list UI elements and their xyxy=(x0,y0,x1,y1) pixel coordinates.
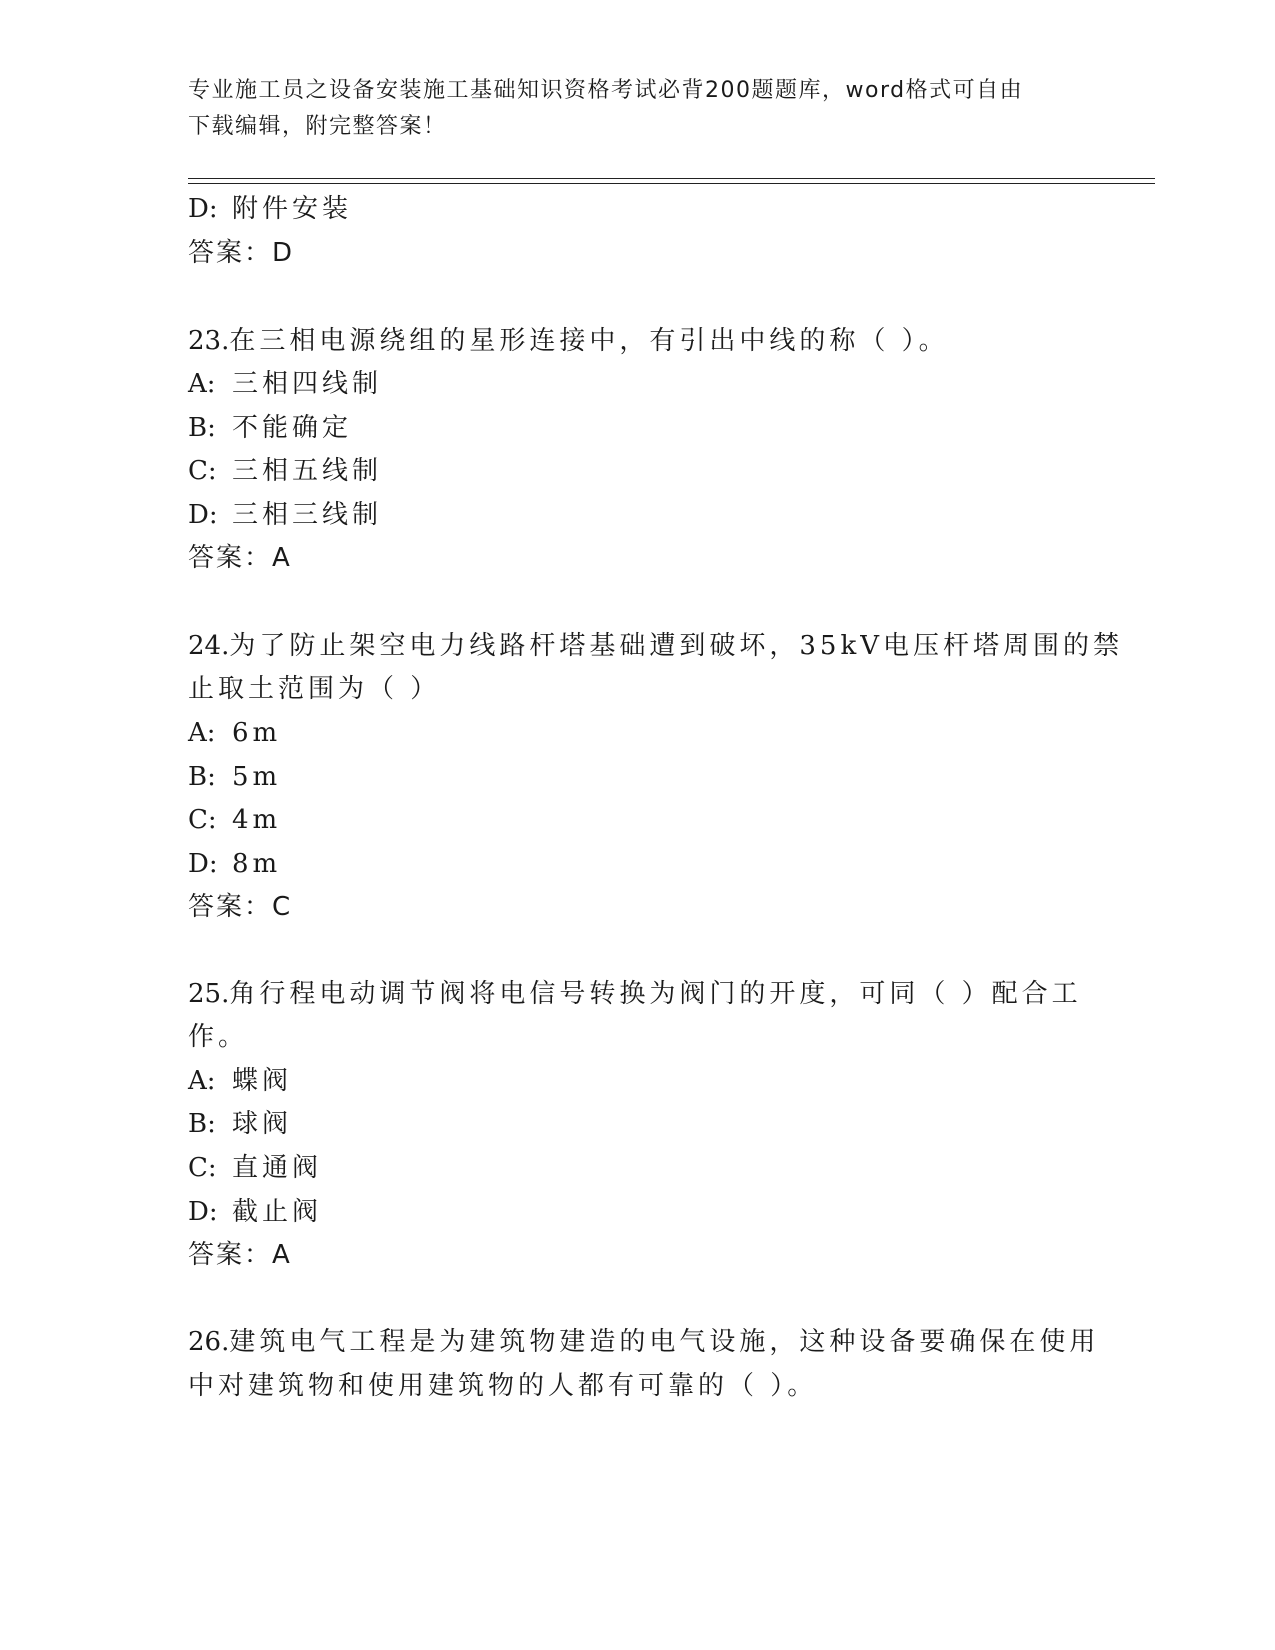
option-text: 蝶阀 xyxy=(232,1066,293,1096)
question-25-answer: 答案：A xyxy=(188,1240,292,1270)
option-letter: B: xyxy=(188,1109,216,1139)
question-26-stem-line-1 xyxy=(188,1325,1099,1359)
question-24-stem-line-2: 止取土范围为（ ） xyxy=(188,674,441,704)
option-text: 球阀 xyxy=(232,1109,293,1139)
header-title-line-2: 下载编辑，附完整答案！ xyxy=(188,114,447,139)
option-letter: D: xyxy=(188,1197,218,1227)
option-letter: C: xyxy=(188,1153,217,1183)
option-letter: B: xyxy=(188,413,216,443)
question-24-option-c xyxy=(188,803,281,837)
option-text: 三相四线制 xyxy=(232,369,383,399)
option-text: 6m xyxy=(232,718,282,748)
question-stem-text: 在三相电源绕组的星形连接中，有引出中线的称（ ）。 xyxy=(229,326,949,356)
question-24-option-d xyxy=(188,847,281,881)
question-26-stem-line-2: 中对建筑物和使用建筑物的人都有可靠的（ ）。 xyxy=(188,1371,818,1401)
question-24-answer: 答案：C xyxy=(188,892,293,922)
option-text: 三相三线制 xyxy=(232,500,383,530)
option-text: 4m xyxy=(232,805,282,835)
prev-question-answer: 答案：D xyxy=(188,238,295,268)
option-text: 三相五线制 xyxy=(232,456,383,486)
question-25-option-d xyxy=(188,1195,322,1229)
question-24-option-b xyxy=(188,760,281,794)
question-23-option-a xyxy=(188,367,382,401)
question-number: 25. xyxy=(188,979,230,1009)
option-letter: D: xyxy=(188,194,218,224)
header-divider-bottom xyxy=(188,183,1155,184)
question-25-option-c xyxy=(188,1151,322,1185)
question-stem-text: 为了防止架空电力线路杆塔基础遭到破坏，35kV电压杆塔周围的禁 xyxy=(229,631,1123,661)
question-24-stem-line-1 xyxy=(188,629,1123,663)
header-divider-top xyxy=(188,178,1155,179)
question-number: 23. xyxy=(188,326,230,356)
option-text: 5m xyxy=(232,762,282,792)
option-text: 8m xyxy=(232,849,282,879)
option-text: 附件安装 xyxy=(232,194,353,224)
question-23-option-b xyxy=(188,411,352,445)
header-title-line-1: 专业施工员之设备安装施工基础知识资格考试必背200题题库，word格式可自由 xyxy=(188,78,1024,103)
option-letter: A: xyxy=(188,1066,216,1096)
option-letter: C: xyxy=(188,805,217,835)
question-25-option-a xyxy=(188,1064,292,1098)
option-text: 直通阀 xyxy=(232,1153,323,1183)
question-25-stem-line-2: 作。 xyxy=(188,1022,249,1052)
question-23-answer: 答案：A xyxy=(188,543,292,573)
option-letter: D: xyxy=(188,500,218,530)
option-letter: A: xyxy=(188,718,216,748)
document-header xyxy=(188,73,1068,145)
option-letter: C: xyxy=(188,456,217,486)
question-23-option-c xyxy=(188,454,382,488)
question-number: 26. xyxy=(188,1327,230,1357)
question-25-option-b xyxy=(188,1107,292,1141)
option-text: 截止阀 xyxy=(232,1197,323,1227)
question-25-stem-line-1 xyxy=(188,977,1082,1011)
question-24-option-a xyxy=(188,716,281,750)
prev-question-option-d xyxy=(188,192,352,226)
question-number: 24. xyxy=(188,631,230,661)
option-letter: A: xyxy=(188,369,216,399)
question-23-option-d xyxy=(188,498,382,532)
question-stem-text: 角行程电动调节阀将电信号转换为阀门的开度，可同（ ）配合工 xyxy=(229,979,1082,1009)
option-letter: B: xyxy=(188,762,216,792)
question-stem-text: 建筑电气工程是为建筑物建造的电气设施，这种设备要确保在使用 xyxy=(229,1327,1100,1357)
option-text: 不能确定 xyxy=(232,413,353,443)
question-23-stem-line-1 xyxy=(188,324,949,358)
option-letter: D: xyxy=(188,849,218,879)
